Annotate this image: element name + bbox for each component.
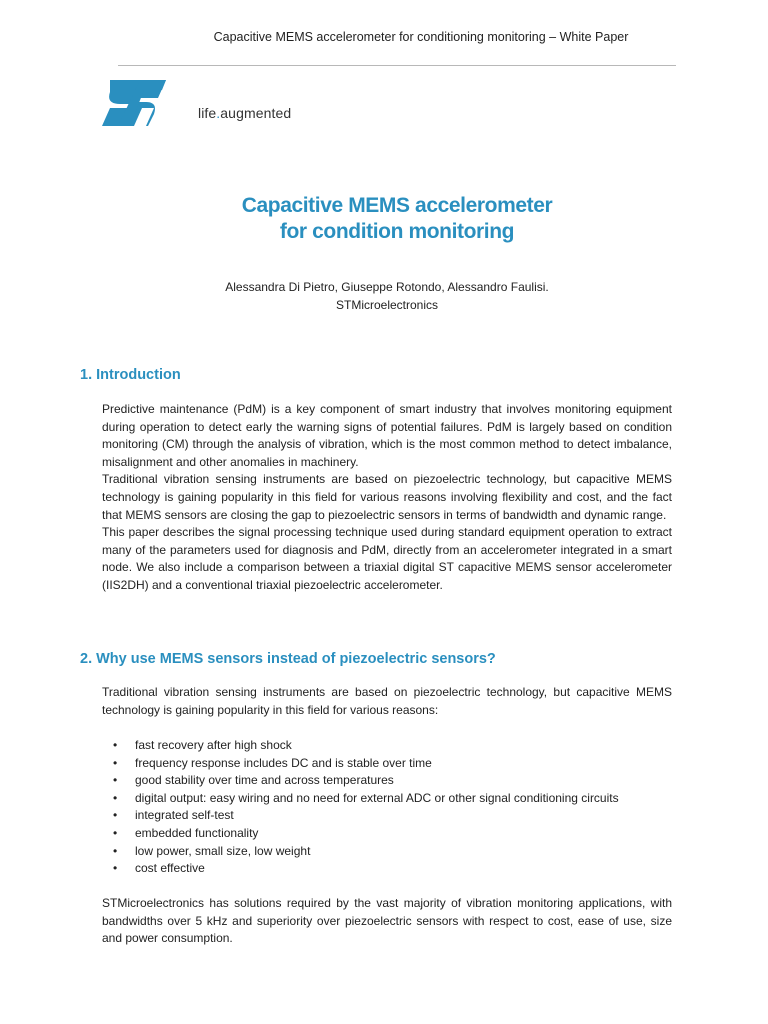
why-mems-closing: STMicroelectronics has solutions required by the vast majority of vibration monitoring applications, with bandwidths over 5 kHz and superiority over piezoelectric sensors with respect to cost, ease of use, size and power consumption.: [102, 896, 672, 946]
tagline-prefix: life: [198, 105, 217, 121]
list-item: [113, 772, 673, 790]
paragraph: This paper describes the signal processing technique used during standard equipment operation to extract many of the parameters used for diagnosis and PdM, directly from an accelerometer integrated in a smart node. We also include a comparison between a triaxial digital ST capacitive MEMS sensor accelerometer (IIS2DH) and a conventional triaxial piezoelectric accelerometer.: [102, 525, 672, 592]
list-item: [113, 825, 673, 843]
list-item-text: embedded functionality: [135, 825, 259, 840]
list-item: [113, 807, 673, 825]
list-item-text: cost effective: [135, 861, 205, 876]
tagline-suffix: augmented: [220, 105, 292, 121]
tagline-dot: .: [216, 105, 221, 121]
author-affiliation: STMicroelectronics: [335, 297, 439, 312]
paragraph: Traditional vibration sensing instruments are based on piezoelectric technology, but capacitive MEMS technology is gaining popularity in this field for various reasons involving flexibility and cost, and the fact that MEMS sensors are closing the gap to piezoelectric sensors in terms of bandwidth and dynamic range.: [102, 472, 672, 522]
list-item: [113, 755, 673, 773]
logo-tagline: [198, 105, 291, 121]
bullet-marker: •: [113, 790, 118, 805]
section-heading-why-mems: 2. Why use MEMS sensors instead of piezoelectric sensors?: [80, 651, 496, 667]
mems-advantages-list: [113, 737, 673, 878]
why-mems-intro: Traditional vibration sensing instruments are based on piezoelectric technology, but capacitive MEMS technology is gaining popularity in this field for various reasons:: [102, 685, 672, 717]
list-item: [113, 843, 673, 861]
bullet-marker: •: [113, 808, 118, 823]
introduction-body: [102, 401, 672, 595]
list-item-text: fast recovery after high shock: [135, 738, 292, 752]
list-item: [113, 737, 673, 755]
header-divider: [118, 65, 676, 66]
bullet-marker: •: [113, 755, 118, 770]
list-item-text: integrated self-test: [135, 808, 234, 823]
list-item: [113, 790, 673, 808]
bullet-marker: •: [113, 773, 118, 788]
list-item: [113, 860, 673, 878]
title-line-2: for condition monitoring: [279, 220, 515, 243]
list-item-text: digital output: easy wiring and no need for external ADC or other signal conditioning circuits: [135, 790, 619, 805]
bullet-marker: •: [113, 825, 118, 840]
bullet-marker: •: [113, 738, 118, 752]
bullet-marker: •: [113, 843, 118, 858]
running-header: Capacitive MEMS accelerometer for conditioning monitoring – White Paper: [213, 30, 629, 44]
bullet-marker: •: [113, 861, 118, 876]
title-line-1: Capacitive MEMS accelerometer: [241, 194, 553, 217]
list-item-text: good stability over time and across temperatures: [135, 773, 394, 788]
list-item-text: frequency response includes DC and is stable over time: [135, 755, 432, 770]
author-block: [0, 279, 768, 314]
list-item-text: low power, small size, low weight: [135, 843, 311, 858]
st-logo-icon: [100, 72, 172, 130]
section-heading-introduction: 1. Introduction: [80, 367, 181, 383]
author-names: Alessandra Di Pietro, Giuseppe Rotondo, Alessandro Faulisi.: [225, 280, 549, 294]
document-title: [0, 193, 768, 245]
paragraph: Predictive maintenance (PdM) is a key component of smart industry that involves monitoring equipment during operation to detect early the warning signs of potential failures. PdM is largely based on condition monitoring (CM) through the analysis of vibration, which is the most common method to detect imbalance, misalignment and other anomalies in machinery.: [102, 402, 672, 469]
